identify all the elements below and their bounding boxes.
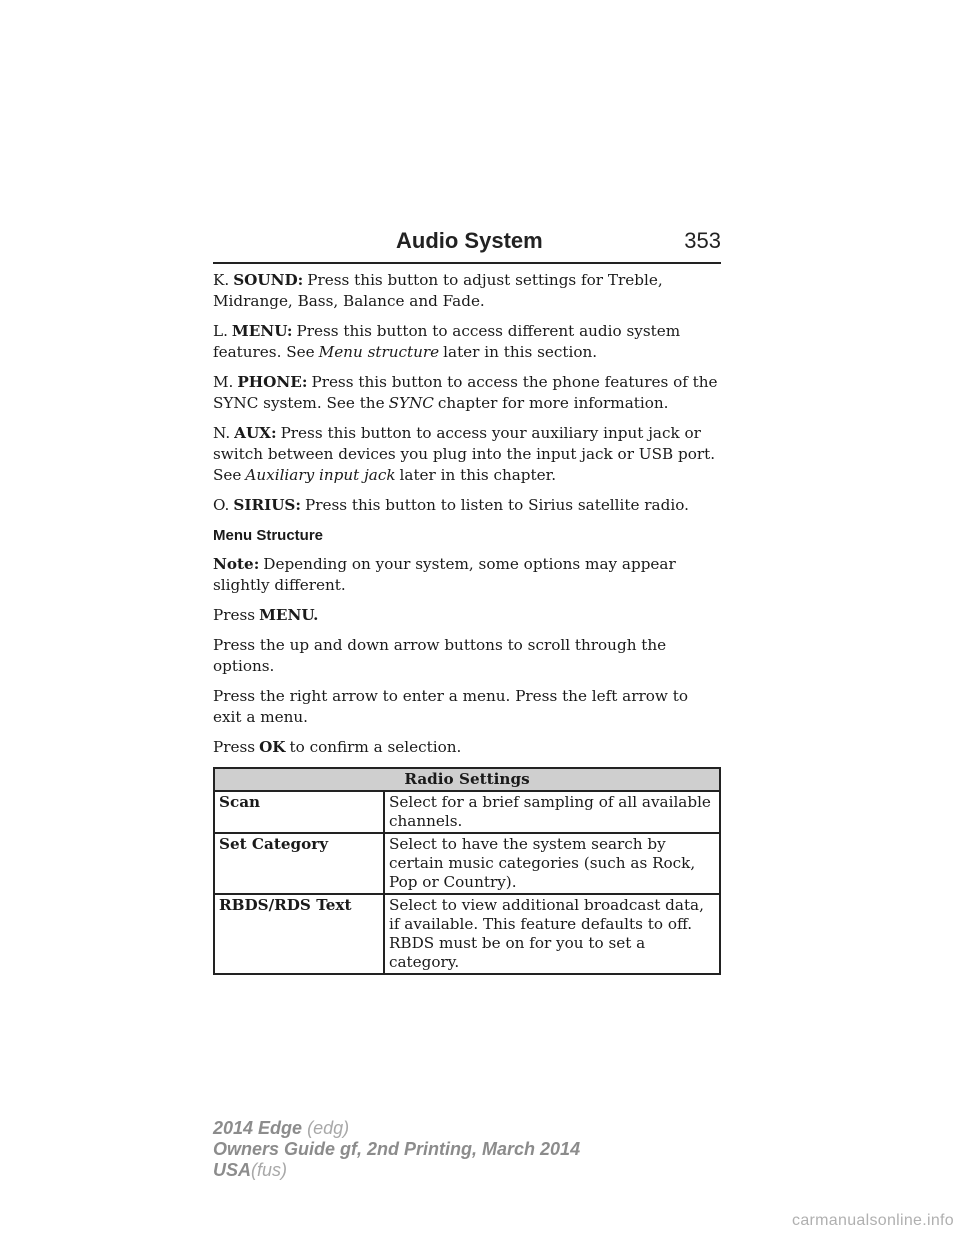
list-item: M. PHONE: Press this button to access the phone features of the SYNC system. See the SYNC chapter for more information.	[213, 373, 718, 412]
item-term: SIRIUS:	[233, 496, 302, 514]
table-row	[214, 791, 720, 833]
item-term: SOUND:	[233, 271, 304, 289]
setting-name: Set Category	[214, 833, 384, 894]
cross-reference: Auxiliary input jack	[245, 466, 396, 484]
page-number: 353	[684, 228, 721, 253]
radio-settings-table	[213, 767, 721, 975]
list-item: K. SOUND: Press this button to adjust settings for Treble, Midrange, Bass, Balance and Fade.	[213, 271, 663, 310]
table-header: Radio Settings	[214, 768, 720, 791]
setting-name: Scan	[214, 791, 384, 833]
list-item: N. AUX: Press this button to access your auxiliary input jack or switch between devices you plug into the input jack or USB port. See Auxiliary input jack later in this chapter.	[213, 424, 716, 484]
table-row	[214, 833, 720, 894]
list-item: L. MENU: Press this button to access different audio system features. See Menu structure later in this section.	[213, 322, 681, 361]
item-term: PHONE:	[237, 373, 308, 391]
setting-description: Select to have the system search by certain music categories (such as Rock, Pop or Country).	[384, 833, 720, 894]
document-footer	[213, 1118, 580, 1181]
note: Note: Depending on your system, some options may appear slightly different.	[213, 555, 676, 594]
item-term: MENU:	[231, 322, 293, 340]
page-content	[213, 270, 721, 975]
table-row	[214, 894, 720, 974]
setting-name: RBDS/RDS Text	[214, 894, 384, 974]
footer-guide-line: Owners Guide gf, 2nd Printing, March 2014	[213, 1139, 581, 1159]
list-item: O. SIRIUS: Press this button to listen to Sirius satellite radio.	[213, 496, 689, 514]
instruction-ok: Press OK to confirm a selection.	[213, 738, 462, 756]
item-term: AUX:	[234, 424, 277, 442]
cross-reference: Menu structure	[318, 343, 440, 361]
chapter-title: Audio System	[396, 228, 543, 253]
setting-description: Select for a brief sampling of all available channels.	[384, 791, 720, 833]
instruction-press-menu: Press MENU.	[213, 606, 319, 624]
cross-reference: SYNC	[388, 394, 434, 412]
instruction-arrows: Press the right arrow to enter a menu. Press the left arrow to exit a menu.	[213, 687, 688, 726]
page-header	[213, 228, 721, 264]
footer-model-line: 2014 Edge (edg)	[213, 1118, 350, 1138]
setting-description: Select to view additional broadcast data, if available. This feature defaults to off. RBDS must be on for you to set a category.	[384, 894, 720, 974]
note-label: Note:	[213, 555, 260, 573]
ok-key: OK	[259, 738, 286, 756]
watermark: carmanualsonline.info	[792, 1212, 954, 1229]
section-heading: Menu Structure	[213, 527, 324, 544]
instruction-scroll: Press the up and down arrow buttons to scroll through the options.	[213, 636, 667, 675]
menu-key: MENU.	[259, 606, 319, 624]
footer-market-line: USA(fus)	[213, 1160, 288, 1180]
